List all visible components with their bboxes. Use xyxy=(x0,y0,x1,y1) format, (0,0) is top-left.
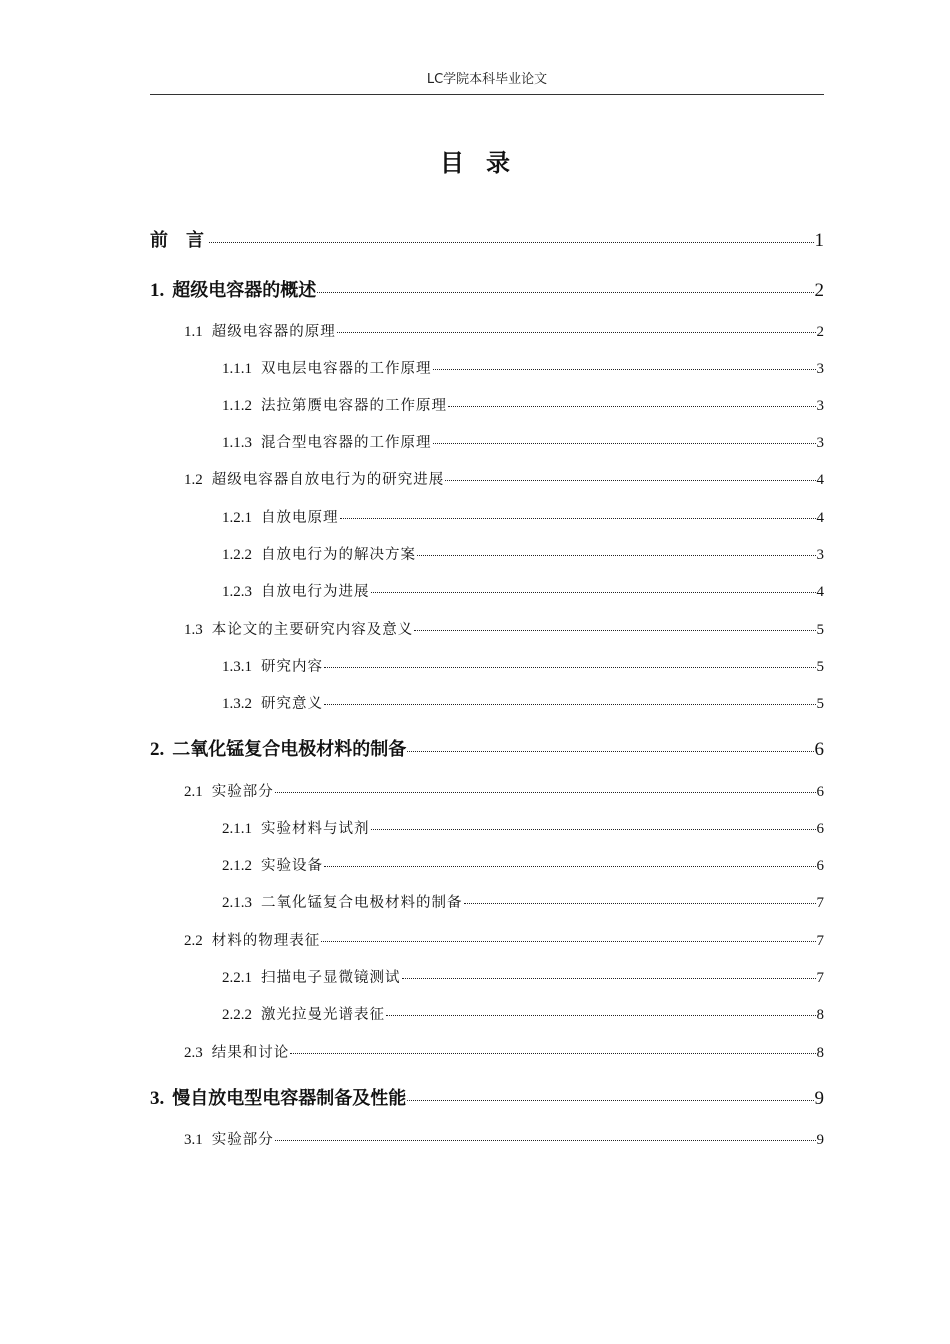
toc-entry-level-0[interactable] xyxy=(150,276,824,302)
toc-entry-page-number: 3 xyxy=(816,547,824,563)
toc-entry-number: 1. xyxy=(150,280,165,301)
toc-entry-page-number: 8 xyxy=(816,1045,824,1061)
toc-entry-label: 前言 xyxy=(150,230,222,251)
toc-entry-number: 2.2.2 xyxy=(222,1007,252,1023)
toc-entry-number: 2.2.1 xyxy=(222,970,252,986)
toc-entry-label: 超级电容器的概述 xyxy=(172,280,317,301)
toc-entry-level-1[interactable] xyxy=(184,780,824,801)
toc-entry-label: 自放电行为进展 xyxy=(261,584,370,600)
toc-entry-number: 2.1 xyxy=(184,784,203,800)
toc-entry-level-1[interactable] xyxy=(184,929,824,950)
toc-entry-level-1[interactable] xyxy=(184,618,824,639)
toc-entry-page-number: 4 xyxy=(816,584,824,600)
toc-entry-level-2[interactable] xyxy=(222,891,824,912)
toc-entry-number: 1.3.1 xyxy=(222,659,252,675)
toc-entry-label: 实验部分 xyxy=(211,1132,274,1148)
toc-entry-number: 1.1 xyxy=(184,324,203,340)
toc-entry-page-number: 5 xyxy=(816,659,824,675)
toc-entry-label: 实验部分 xyxy=(211,784,274,800)
toc-entry-page-number: 9 xyxy=(816,1132,824,1148)
dot-leader xyxy=(340,517,816,519)
dot-leader xyxy=(407,750,813,752)
toc-entry-level-2[interactable] xyxy=(222,655,824,676)
toc-entry-label: 法拉第赝电容器的工作原理 xyxy=(261,398,447,414)
toc-entry-page-number: 3 xyxy=(816,361,824,377)
toc-entry-level-0[interactable] xyxy=(150,735,824,761)
toc-entry-level-2[interactable] xyxy=(222,1003,824,1024)
dot-leader xyxy=(324,666,816,668)
toc-entry-label: 自放电行为的解决方案 xyxy=(261,547,416,563)
toc-entry-label: 二氧化锰复合电极材料的制备 xyxy=(261,895,463,911)
toc-entry-level-2[interactable] xyxy=(222,966,824,987)
toc-entry-page-number: 2 xyxy=(814,280,824,301)
dot-leader xyxy=(337,331,816,333)
toc-entry-label: 混合型电容器的工作原理 xyxy=(261,435,432,451)
toc-entry-level-1[interactable] xyxy=(184,1128,824,1149)
toc-entry-number: 1.2.3 xyxy=(222,584,252,600)
toc-entry-page-number: 6 xyxy=(816,821,824,837)
dot-leader xyxy=(433,368,816,370)
toc-entry-number: 2. xyxy=(150,739,165,760)
toc-entry-level-2[interactable] xyxy=(222,817,824,838)
toc-entry-number: 1.3.2 xyxy=(222,696,252,712)
toc-entry-level-1[interactable] xyxy=(184,468,824,489)
toc-entry-page-number: 4 xyxy=(816,510,824,526)
toc-entry-page-number: 1 xyxy=(814,230,824,251)
toc-entry-label: 二氧化锰复合电极材料的制备 xyxy=(172,739,407,760)
toc-entry-number: 2.1.3 xyxy=(222,895,252,911)
dot-leader xyxy=(433,442,816,444)
toc-entry-label: 超级电容器的原理 xyxy=(211,324,336,340)
toc-entry-level-2[interactable] xyxy=(222,431,824,452)
toc-entry-level-0[interactable] xyxy=(150,1084,824,1110)
toc-entry-page-number: 5 xyxy=(816,622,824,638)
toc-entry-label: 慢自放电型电容器制备及性能 xyxy=(172,1088,407,1109)
toc-entry-page-number: 6 xyxy=(814,739,824,760)
toc-entry-number: 1.2 xyxy=(184,472,203,488)
toc-entry-number: 1.2.1 xyxy=(222,510,252,526)
toc-entry-page-number: 8 xyxy=(816,1007,824,1023)
dot-leader xyxy=(371,591,816,593)
dot-leader xyxy=(321,940,815,942)
toc-entry-level-2[interactable] xyxy=(222,543,824,564)
toc-entry-level-2[interactable] xyxy=(222,394,824,415)
toc-entry-label: 本论文的主要研究内容及意义 xyxy=(211,622,414,638)
dot-leader xyxy=(324,703,816,705)
toc-entry-level-2[interactable] xyxy=(222,854,824,875)
toc-entry-level-2[interactable] xyxy=(222,357,824,378)
toc-entry-number: 1.1.1 xyxy=(222,361,252,377)
toc-entry-level-1[interactable] xyxy=(184,320,824,341)
dot-leader xyxy=(464,902,816,904)
toc-entry-page-number: 4 xyxy=(816,472,824,488)
toc-entry-page-number: 2 xyxy=(816,324,824,340)
toc-entry-page-number: 6 xyxy=(816,784,824,800)
toc-entry-number: 3.1 xyxy=(184,1132,203,1148)
dot-leader xyxy=(414,629,815,631)
toc-entry-number: 2.3 xyxy=(184,1045,203,1061)
toc-entry-page-number: 7 xyxy=(816,933,824,949)
toc-entry-page-number: 7 xyxy=(816,970,824,986)
dot-leader xyxy=(371,828,816,830)
toc-entry-page-number: 3 xyxy=(816,398,824,414)
toc-entry-label: 扫描电子显微镜测试 xyxy=(261,970,401,986)
toc-entry-level-0[interactable] xyxy=(150,226,824,252)
toc-entry-label: 研究意义 xyxy=(261,696,323,712)
toc-entry-level-2[interactable] xyxy=(222,692,824,713)
toc-entry-level-1[interactable] xyxy=(184,1041,824,1062)
toc-entry-number: 1.1.3 xyxy=(222,435,252,451)
toc-entry-level-2[interactable] xyxy=(222,506,824,527)
dot-leader xyxy=(290,1052,815,1054)
toc-entry-number: 2.1.2 xyxy=(222,858,252,874)
toc-entry-number: 1.3 xyxy=(184,622,203,638)
toc-title: 目录 xyxy=(440,149,532,177)
toc-entry-page-number: 7 xyxy=(816,895,824,911)
dot-leader xyxy=(275,791,816,793)
dot-leader xyxy=(445,479,815,481)
toc-entry-label: 激光拉曼光谱表征 xyxy=(261,1007,385,1023)
toc-entry-number: 1.2.2 xyxy=(222,547,252,563)
toc-entry-number: 1.1.2 xyxy=(222,398,252,414)
toc-entry-label: 研究内容 xyxy=(261,659,323,675)
toc-entry-label: 材料的物理表征 xyxy=(211,933,321,949)
toc-entry-number: 2.2 xyxy=(184,933,203,949)
toc-entry-label: 双电层电容器的工作原理 xyxy=(261,361,432,377)
toc-entry-label: 超级电容器自放电行为的研究进展 xyxy=(211,472,445,488)
dot-leader xyxy=(402,977,816,979)
toc-entry-page-number: 9 xyxy=(814,1088,824,1109)
dot-leader xyxy=(407,1099,813,1101)
toc-entry-page-number: 3 xyxy=(816,435,824,451)
toc-entry-label: 实验设备 xyxy=(261,858,323,874)
dot-leader xyxy=(209,241,814,243)
dot-leader xyxy=(417,554,816,556)
toc-entry-page-number: 6 xyxy=(816,858,824,874)
toc-entry-number: 2.1.1 xyxy=(222,821,252,837)
toc-entry-page-number: 5 xyxy=(816,696,824,712)
toc-entry-label: 自放电原理 xyxy=(261,510,339,526)
dot-leader xyxy=(275,1139,816,1141)
toc-entry-number: 3. xyxy=(150,1088,165,1109)
toc-entry-level-2[interactable] xyxy=(222,580,824,601)
toc-entry-label: 实验材料与试剂 xyxy=(261,821,370,837)
dot-leader xyxy=(317,291,813,293)
dot-leader xyxy=(448,405,816,407)
page-header: LC学院本科毕业论文 xyxy=(150,66,824,95)
dot-leader xyxy=(386,1014,816,1016)
toc-entry-label: 结果和讨论 xyxy=(211,1045,290,1061)
dot-leader xyxy=(324,865,816,867)
